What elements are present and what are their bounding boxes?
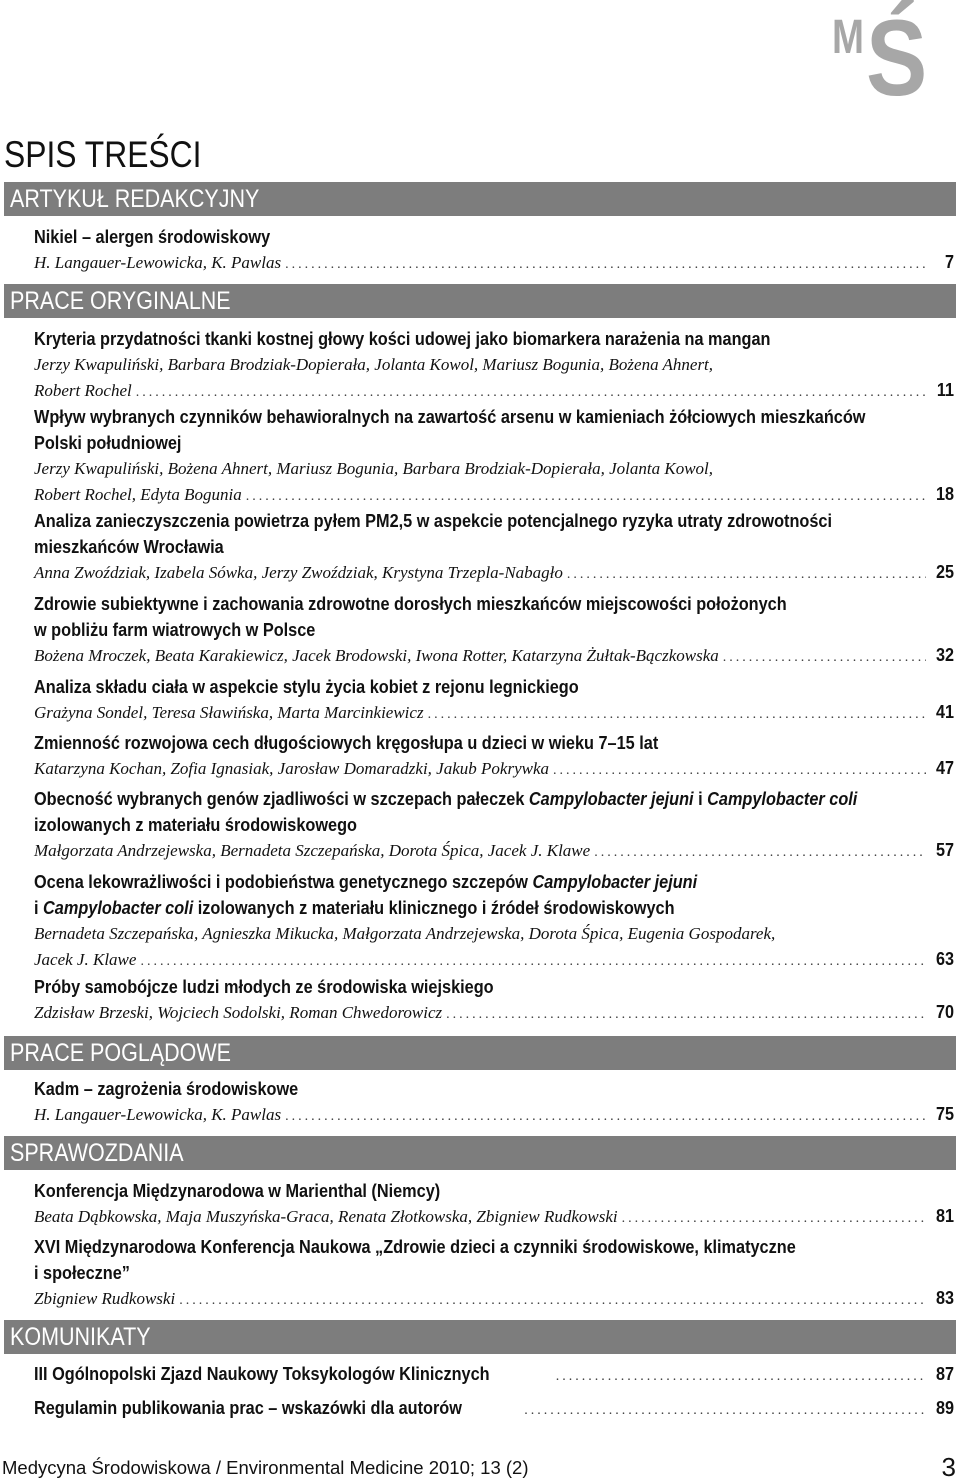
page-number: 57: [935, 840, 954, 860]
entry-authors: Małgorzata Andrzejewska, Bernadeta Szczepańska, Dorota Śpica, Jacek J. Klawe: [34, 841, 591, 860]
entry-title: Analiza składu ciała w aspekcie stylu życia kobiet z rejonu legnickiego: [34, 676, 579, 697]
entry-authors: H. Langauer-Lewowicka, K. Pawlas: [34, 1105, 282, 1124]
logo-letter-m: M: [832, 11, 863, 64]
entry-authors: Robert Rochel: [34, 381, 132, 400]
page-number: 47: [935, 758, 954, 778]
entry-title: Zmienność rozwojowa cech długościowych kręgosłupa u dzieci w wieku 7–15 lat: [34, 732, 659, 753]
entry-authors: Jerzy Kwapuliński, Barbara Brodziak-Dopierała, Jolanta Kowol, Mariusz Bogunia, Bożena Ahnert,: [34, 355, 714, 374]
entry-title: Regulamin publikowania prac – wskazówki dla autorów: [34, 1397, 462, 1418]
leader-dots: [446, 1007, 926, 1023]
page-number: 70: [935, 1002, 954, 1022]
leader-dots: [428, 707, 926, 723]
page-number: 63: [935, 949, 954, 969]
section-header-announcements: KOMUNIKATY: [4, 1320, 956, 1354]
page-number: 41: [935, 702, 954, 722]
section-header-original: PRACE ORYGINALNE: [4, 284, 956, 318]
toc-entry[interactable]: [34, 1234, 954, 1312]
leader-dots: [285, 257, 926, 273]
leader-dots: [723, 650, 926, 666]
leader-dots: [136, 385, 926, 401]
entry-title: izolowanych z materiału środowiskowego: [34, 814, 357, 835]
toc-entry[interactable]: [34, 974, 954, 1026]
entry-title: Ocena lekowrażliwości i podobieństwa genetycznego szczepów Campylobacter jejuni: [34, 871, 698, 892]
section-header-review: PRACE POGLĄDOWE: [4, 1036, 956, 1070]
toc-entry[interactable]: [34, 786, 954, 864]
page-number: 75: [935, 1104, 954, 1124]
page-number: 32: [935, 645, 954, 665]
entry-title: i Campylobacter coli izolowanych z materiału klinicznego i źródeł środowiskowych: [34, 897, 675, 918]
entry-title: Obecność wybranych genów zjadliwości w szczepach pałeczek Campylobacter jejuni i Campylobacter coli: [34, 788, 858, 809]
leader-dots: [524, 1403, 926, 1419]
species-name: Campylobacter coli: [43, 897, 194, 918]
entry-title: Próby samobójcze ludzi młodych ze środowiska wiejskiego: [34, 976, 494, 997]
leader-dots: [553, 763, 926, 779]
toc-entry[interactable]: [34, 326, 954, 404]
entry-title: III Ogólnopolski Zjazd Naukowy Toksykologów Klinicznych: [34, 1363, 490, 1384]
section-header-editorial: ARTYKUŁ REDAKCYJNY: [4, 182, 956, 216]
entry-title: i społeczne”: [34, 1262, 130, 1283]
page-number: 7: [944, 252, 954, 272]
leader-dots: [140, 954, 926, 970]
leader-dots: [567, 567, 926, 583]
entry-title: Konferencja Międzynarodowa w Marienthal (Niemcy): [34, 1180, 441, 1201]
section-header-reports: SPRAWOZDANIA: [4, 1136, 956, 1170]
entry-title: w pobliżu farm wiatrowych w Polsce: [34, 619, 316, 640]
leader-dots: [594, 845, 926, 861]
entry-authors: Zdzisław Brzeski, Wojciech Sodolski, Roman Chwedorowicz: [34, 1003, 443, 1022]
entry-title: Wpływ wybranych czynników behawioralnych na zawartość arsenu w kamieniach żółciowych mieszkańców: [34, 406, 866, 427]
leader-dots: [179, 1293, 926, 1309]
entry-authors: Beata Dąbkowska, Maja Muszyńska-Graca, Renata Złotkowska, Zbigniew Rudkowski: [34, 1207, 618, 1226]
leader-dots: [622, 1211, 926, 1227]
page-number: 11: [936, 380, 954, 400]
species-name: Campylobacter coli: [707, 788, 858, 809]
toc-entry[interactable]: [34, 1178, 954, 1230]
entry-title: Zdrowie subiektywne i zachowania zdrowotne dorosłych mieszkańców miejscowości położonych: [34, 593, 787, 614]
page-number: 25: [935, 562, 954, 582]
page-number: 18: [935, 484, 954, 504]
footer-page-number: 3: [941, 1452, 956, 1482]
journal-logo: [826, 0, 946, 118]
footer-journal-citation: Medycyna Środowiskowa / Environmental Medicine 2010; 13 (2): [2, 1457, 529, 1478]
entry-authors: Zbigniew Rudkowski: [34, 1289, 176, 1308]
entry-authors: Robert Rochel, Edyta Bogunia: [34, 485, 242, 504]
page-number: 87: [935, 1364, 954, 1384]
entry-title: XVI Międzynarodowa Konferencja Naukowa „Zdrowie dzieci a czynniki środowiskowe, klimatyczne: [34, 1236, 796, 1257]
toc-entry[interactable]: [34, 1361, 954, 1387]
entry-authors: Anna Zwoździak, Izabela Sówka, Jerzy Zwoździak, Krystyna Trzepla-Nabagło: [34, 563, 563, 582]
entry-authors: Katarzyna Kochan, Zofia Ignasiak, Jarosław Domaradzki, Jakub Pokrywka: [34, 759, 549, 778]
page-number: 83: [935, 1288, 954, 1308]
entry-authors: Jerzy Kwapuliński, Bożena Ahnert, Mariusz Bogunia, Barbara Brodziak-Dopierała, Jolanta Kowol,: [34, 459, 714, 478]
page-title: SPIS TREŚCI: [4, 134, 202, 175]
entry-authors: Bożena Mroczek, Beata Karakiewicz, Jacek Brodowski, Iwona Rotter, Katarzyna Żułtak-Bączkowska: [34, 646, 719, 665]
leader-dots: [246, 489, 926, 505]
entry-title: Polski południowej: [34, 432, 182, 453]
toc-entry[interactable]: [34, 404, 954, 508]
toc-entry[interactable]: [34, 224, 954, 276]
entry-authors: Bernadeta Szczepańska, Agnieszka Mikucka, Małgorzata Andrzejewska, Dorota Śpica, Eugenia Gospodarek,: [34, 924, 776, 943]
leader-dots: [285, 1109, 926, 1125]
entry-authors: Grażyna Sondel, Teresa Sławińska, Marta Marcinkiewicz: [34, 703, 424, 722]
toc-entry[interactable]: [34, 1395, 954, 1421]
toc-entry[interactable]: [34, 508, 954, 586]
toc-entry[interactable]: [34, 730, 954, 782]
entry-authors: Jacek J. Klawe: [34, 950, 137, 969]
toc-entry[interactable]: [34, 869, 954, 973]
entry-title: Kryteria przydatności tkanki kostnej głowy kości udowej jako biomarkera narażenia na mangan: [34, 328, 771, 349]
species-name: Campylobacter jejuni: [528, 788, 694, 809]
entry-authors: H. Langauer-Lewowicka, K. Pawlas: [34, 253, 282, 272]
leader-dots: [556, 1369, 926, 1385]
entry-title: Nikiel – alergen środowiskowy: [34, 226, 271, 247]
entry-title: Analiza zanieczyszczenia powietrza pyłem PM2,5 w aspekcie potencjalnego ryzyka utraty zdrowotności: [34, 510, 832, 531]
page-number: 89: [935, 1398, 954, 1418]
entry-title: Kadm – zagrożenia środowiskowe: [34, 1078, 299, 1099]
toc-entry[interactable]: [34, 674, 954, 726]
page-number: 81: [935, 1206, 954, 1226]
logo-letter-s: Ś: [866, 0, 928, 118]
entry-title: mieszkańców Wrocławia: [34, 536, 224, 557]
toc-entry[interactable]: [34, 1076, 954, 1128]
species-name: Campylobacter jejuni: [532, 871, 698, 892]
toc-entry[interactable]: [34, 591, 954, 669]
